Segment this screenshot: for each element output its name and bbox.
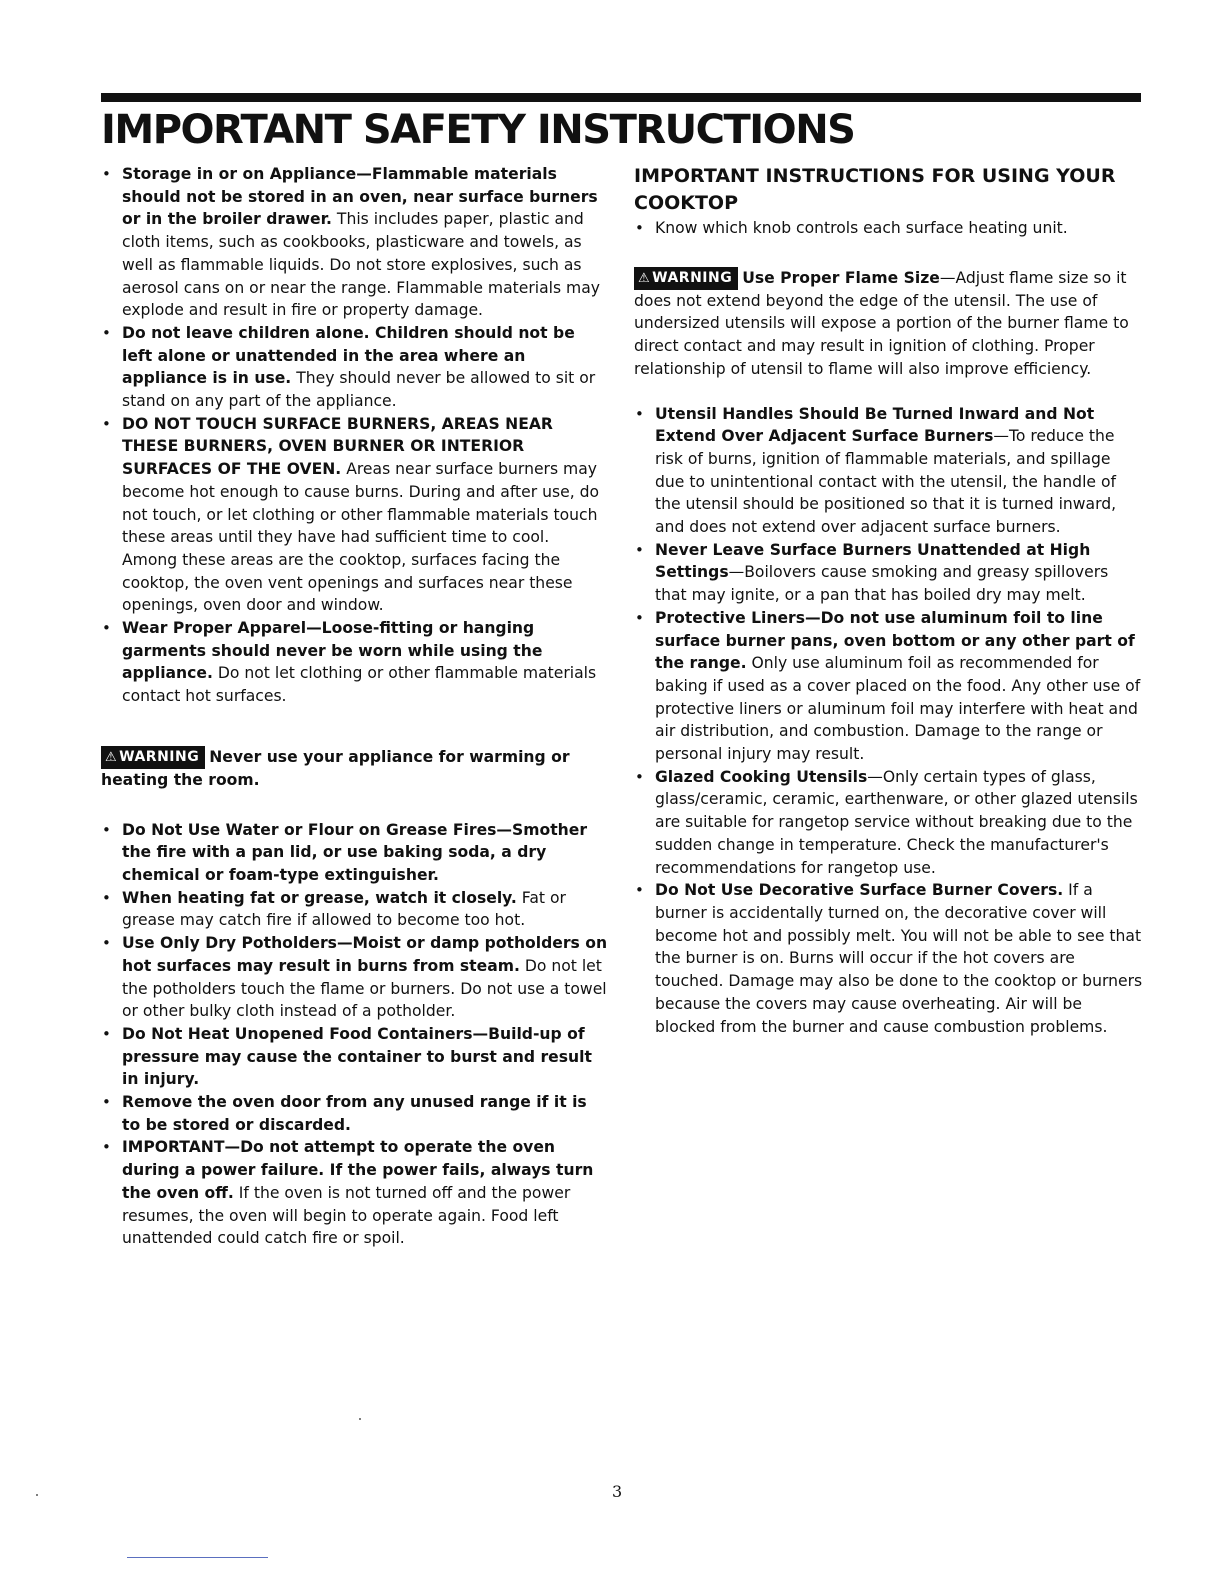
- section-heading-cooktop: IMPORTANT INSTRUCTIONS FOR USING YOUR COOKTOP: [634, 165, 1116, 214]
- list-item: [101, 163, 609, 322]
- list-item: [101, 413, 609, 617]
- scan-speck: [36, 1494, 38, 1496]
- bullet-text: Do not let clothing or other flammable materials contact hot surfaces.: [122, 664, 597, 706]
- warning-badge: [634, 267, 738, 290]
- list-item: [634, 607, 1144, 766]
- list-item: • Know which knob controls each surface heating unit.: [634, 217, 1144, 240]
- list-item: [101, 1091, 609, 1136]
- bullet-text: —Boilovers cause smoking and greasy spillovers that may ignite, or a pan that has boiled dry may melt.: [655, 563, 1109, 605]
- bullet-text: —To reduce the risk of burns, ignition of flammable materials, and spillage due to unintentional contact with the utensil, the handle of the utensil should be positioned so that it is turned inward, and does not extend over adjacent surface burners.: [655, 427, 1117, 537]
- bullet-bold: Wear Proper Apparel—Loose-fitting or hanging garments should never be worn while using the appliance.: [122, 619, 543, 683]
- scan-speck: [359, 1418, 361, 1420]
- bullet-text: —Only certain types of glass, glass/ceramic, ceramic, earthenware, or other glazed utensils are suitable for rangetop service without breaking due to the sudden change in temperature. Check the manufacturer's recommendations for rangetop use.: [655, 767, 1138, 877]
- bullet-bold: DO NOT TOUCH SURFACE BURNERS, AREAS NEAR THESE BURNERS, OVEN BURNER OR INTERIOR SURFACES OF THE OVEN.: [122, 414, 553, 479]
- list-item: [101, 322, 609, 413]
- bullet-text: This includes paper, plastic and cloth items, such as cookbooks, plasticware and towels, as well as flammable liquids. Do not store explosives, such as aerosol cans on or near the range. Flammable materials may explode and result in fire or property damage.: [122, 210, 601, 320]
- page-title: IMPORTANT SAFETY INSTRUCTIONS: [101, 107, 855, 153]
- bullet-text: If the oven is not turned off and the power resumes, the oven will begin to operate again. Food left unattended could catch fire or spoil.: [122, 1183, 571, 1248]
- warning-text: Never use your appliance for warming or heating the room.: [101, 747, 570, 789]
- warning-triangle-icon: ⚠: [638, 270, 651, 286]
- right-intro-list: [634, 217, 1144, 240]
- right-bullet-list: [634, 403, 1144, 1039]
- bullet-bold: Utensil Handles Should Be Turned Inward and Not Extend Over Adjacent Surface Burners: [655, 404, 1095, 446]
- right-column: [634, 163, 1144, 1038]
- bullet-bold: IMPORTANT—Do not attempt to operate the oven during a power failure. If the power fails, always turn the oven off.: [122, 1138, 594, 1202]
- list-item: [101, 887, 609, 932]
- warning-text: —Adjust flame size so it does not extend beyond the edge of the utensil. The use of undersized utensils will expose a portion of the burner flame to direct contact and may result in ignition of clothing. Proper relationship of utensil to flame will also improve efficiency.: [634, 268, 1129, 378]
- page-number: 3: [612, 1482, 623, 1501]
- bullet-text: Only use aluminum foil as recommended for baking if used as a cover placed on the food. Any other use of protective liners or aluminum foil may interfere with heat and air distribution, and combustion. Damage to the range or personal injury may result.: [655, 654, 1141, 764]
- list-item: [101, 1136, 609, 1250]
- bullet-text: Areas near surface burners may become hot enough to cause burns. During and after use, do not touch, or let clothing or other flammable materials touch these areas until they have had sufficient time to cool. Among these areas are the cooktop, surfaces facing the cooktop, the oven vent openings and surfaces near these openings, oven door and window.: [122, 460, 600, 615]
- top-rule: [101, 93, 1141, 102]
- bullet-bold: Do Not Use Water or Flour on Grease Fires—Smother the fire with a pan lid, or use baking soda, a dry chemical or foam-type extinguisher.: [122, 820, 588, 884]
- bullet-bold: Storage in or on Appliance—Flammable materials should not be stored in an oven, near surface burners or in the broiler drawer.: [122, 165, 598, 229]
- bullet-text: They should never be allowed to sit or stand on any part of the appliance.: [122, 369, 596, 411]
- warning-bold-text: Use Proper Flame Size: [742, 268, 940, 287]
- bullet-bold: Protective Liners—Do not use aluminum foil to line surface burner pans, oven bottom or any other part of the range.: [655, 608, 1135, 673]
- bullet-bold: Do Not Heat Unopened Food Containers—Build-up of pressure may cause the container to burst and result in injury.: [122, 1024, 592, 1089]
- list-item: [101, 617, 609, 708]
- bullet-text: Fat or grease may catch fire if allowed to become too hot.: [122, 888, 566, 930]
- footer-rule: [127, 1557, 268, 1558]
- warning-room-heating: [101, 746, 609, 792]
- left-column: [101, 163, 609, 1250]
- bullet-text: If a burner is accidentally turned on, the decorative cover will become hot and possibly melt. You will not be able to see that the burner is on. Burns will occur if the hot covers are touched. Damage may also be done to the cooktop or burners because the covers may cause overheating. Air will be blocked from the burner and cause combustion problems.: [655, 881, 1143, 1036]
- left-bullet-list-2: [101, 819, 609, 1250]
- bullet-bold: Never Leave Surface Burners Unattended at High Settings: [655, 540, 1091, 582]
- bullet-bold: Do Not Use Decorative Surface Burner Covers.: [655, 881, 1064, 900]
- list-item: [101, 819, 609, 887]
- warning-triangle-icon: ⚠: [105, 749, 118, 765]
- left-bullet-list-1: [101, 163, 609, 708]
- bullet-bold: Remove the oven door from any unused range if it is to be stored or discarded.: [122, 1093, 587, 1134]
- list-item: [634, 766, 1144, 880]
- bullet-bold: Use Only Dry Potholders—Moist or damp potholders on hot surfaces may result in burns from steam.: [122, 934, 608, 975]
- bullet-bold: Glazed Cooking Utensils: [655, 767, 868, 786]
- warning-badge: [101, 746, 205, 769]
- warning-badge-label: WARNING: [652, 269, 733, 286]
- list-item: [634, 879, 1144, 1038]
- warning-flame-size: [634, 267, 1144, 381]
- list-item: [101, 1023, 609, 1091]
- list-item: [101, 932, 609, 1023]
- list-item: [634, 539, 1144, 607]
- bullet-text: Do not let the potholders touch the flame or burners. Do not use a towel or other bulky cloth instead of a potholder.: [122, 956, 607, 1021]
- bullet-bold: Do not leave children alone. Children should not be left alone or unattended in the area where an appliance is in use.: [122, 323, 575, 388]
- warning-badge-label: WARNING: [119, 748, 200, 765]
- list-item: [634, 403, 1144, 539]
- bullet-bold: When heating fat or grease, watch it closely.: [122, 888, 517, 907]
